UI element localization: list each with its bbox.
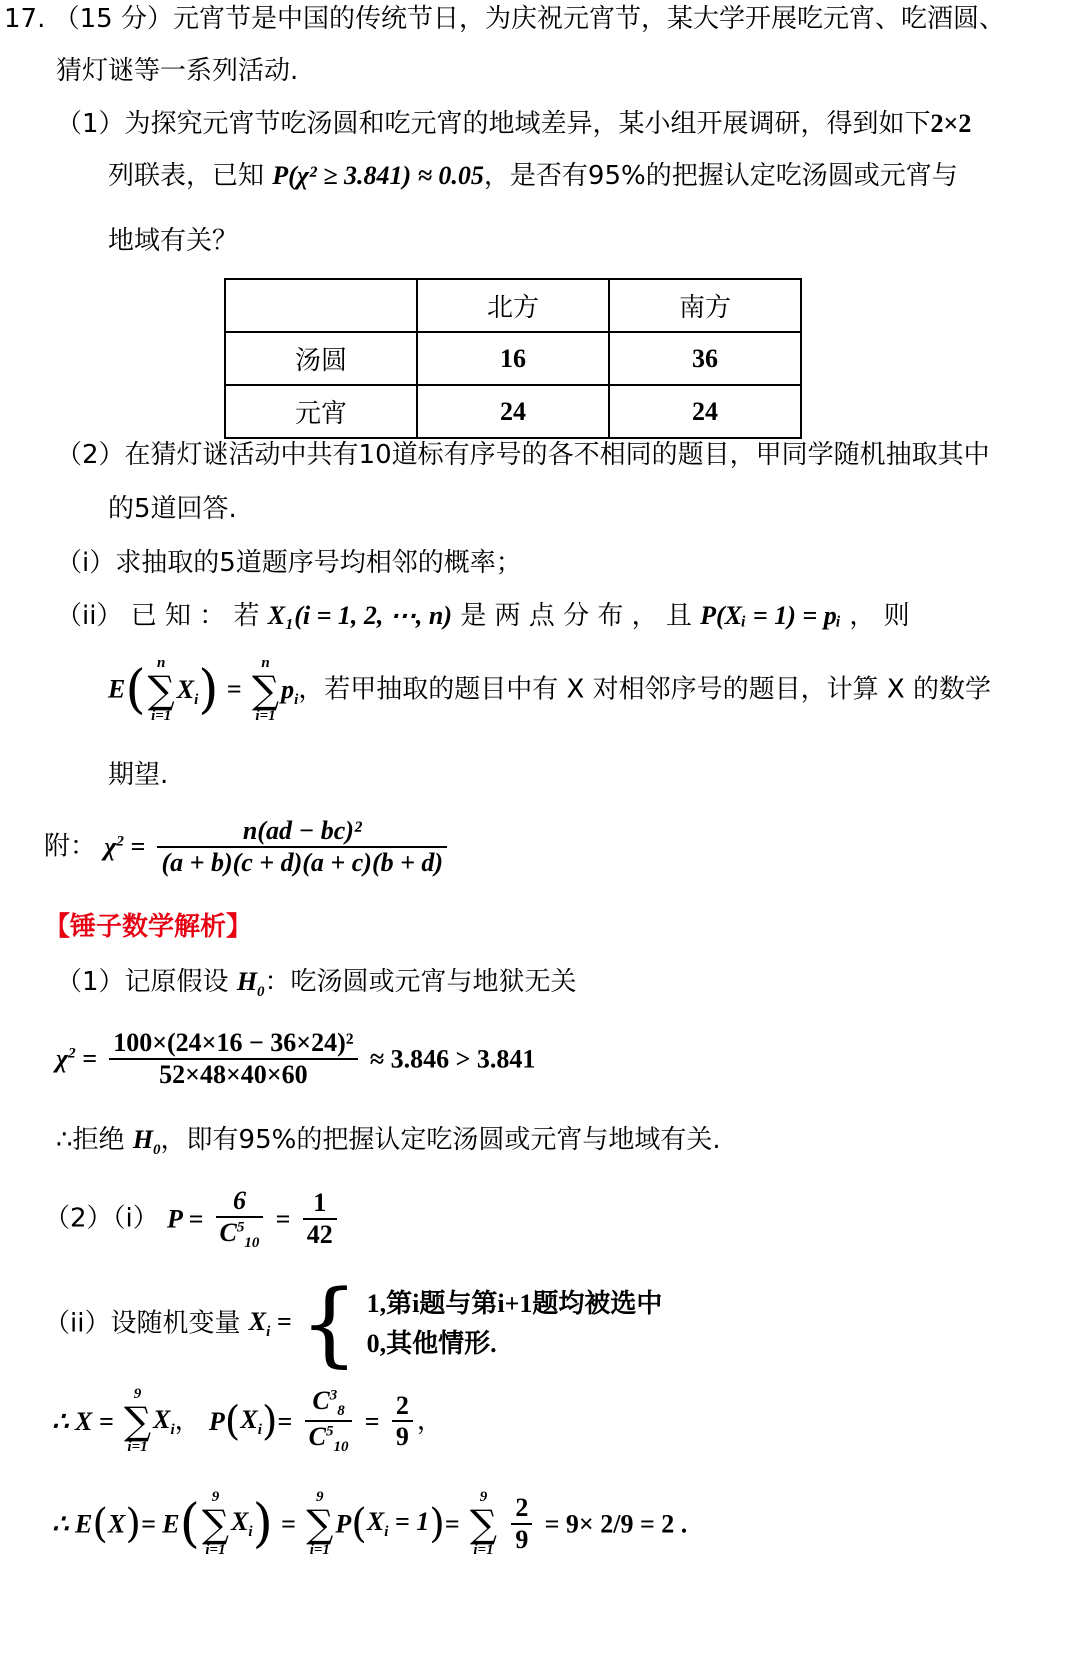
- expectation-result: ∴ E(X)= E( 9 ∑ i=1 $X_i$) = 9 ∑ i=1 $P(X_i = 1)=$ 9 ∑ i=1 $\frac{2}{9}$ = 9× 2/9 = 2 .: [52, 1489, 688, 1558]
- chi-square-probability: P(χ² ≥ 3.841) ≈ 0.05: [272, 161, 484, 190]
- cell-yuanxiao-south: 24: [609, 385, 801, 438]
- contingency-table: [224, 278, 802, 439]
- part1-line1: [56, 108, 971, 140]
- part2-ii-post: ， 则: [849, 601, 910, 631]
- cell-tangyuan-north: 16: [417, 332, 609, 385]
- s2-label: （2）（i）: [44, 1203, 159, 1234]
- problem-intro-line1: （15 分）元宵节是中国的传统节日，为庆祝元宵节，某大学开展吃元宵、吃酒圆、: [53, 4, 1005, 34]
- table-row: [225, 385, 801, 438]
- chi-square-formula: [157, 816, 447, 878]
- solution-2-i: （2）（i） P = $\frac{6}{C^5_{10}}$ = $\frac{1}{42}$: [44, 1186, 341, 1252]
- part2-i: （i）求抽取的5道题序号均相邻的概率；: [56, 548, 522, 578]
- part1-table-size: 2×2: [930, 109, 972, 138]
- chi-square-fraction: [109, 1028, 357, 1090]
- probability-two-ninths: [392, 1391, 413, 1453]
- two-point-distribution-def: X₁(i = 1, 2, ⋯, n): [267, 601, 453, 630]
- part1-line2-pre: 列联表，已知: [108, 161, 265, 191]
- combination-ratio: $\frac{C^3_8}{C^5_{10}}$: [305, 1386, 353, 1457]
- probability-fraction: $\frac{6}{C^5_{10}}$: [216, 1186, 264, 1252]
- solution-1-hypothesis: （1）记原假设 $H_0$：吃汤圆或元宵与地狱无关: [56, 967, 577, 1001]
- case-2: 0,其他情形.: [366, 1329, 497, 1358]
- expectation-formula-line: E( n ∑ i=1 $X_i$) = n ∑ i=1 $p_i$，若甲抽取的题目中有 X 对相邻序号的题目，计算 X 的数学: [108, 655, 991, 724]
- solution-heading: 【锤子数学解析】: [44, 912, 253, 942]
- prob-result-num: 2: [392, 1391, 413, 1423]
- part2-ii-line2-text: ，若甲抽取的题目中有 X 对相邻序号的题目，计算 X 的数学: [298, 674, 991, 705]
- solution-2-ii-definition: （ii）设随机变量 $X_i$ = { 1,第i题与第i+1题均被选中 0,其他情形.: [44, 1270, 663, 1377]
- part2-line1: （2）在猜灯谜活动中共有10道标有序号的各不相同的题目，甲同学随机抽取其中: [56, 440, 990, 470]
- part2-ii-mid: 是 两 点 分 布 ， 且: [460, 601, 692, 631]
- appendix-denominator: (a + b)(c + d)(a + c)(b + d): [161, 847, 444, 877]
- part2-line2: 的5道回答.: [108, 494, 237, 524]
- cell-tangyuan-south: 36: [609, 332, 801, 385]
- row-label-yuanxiao: 元宵: [225, 385, 417, 438]
- prob-result-den: 9: [395, 1422, 409, 1452]
- probability-result: [303, 1188, 337, 1250]
- part1-line1-text: （1）为探究元宵节吃汤圆和吃元宵的地域差异，某小组开展调研，得到如下: [56, 109, 931, 139]
- problem-header: [4, 4, 1005, 35]
- appendix-numerator: n(ad − bc)²: [157, 816, 447, 848]
- problem-intro-line2: 猜灯谜等一系列活动.: [56, 56, 299, 86]
- s2ii-label: （ii）设随机变量: [44, 1308, 241, 1339]
- probability-pi: P(Xᵢ = 1) = pᵢ: [700, 601, 842, 630]
- part2-ii-line1: [56, 600, 910, 632]
- s2-result-den: 42: [306, 1220, 333, 1250]
- appendix-label: 附：: [44, 831, 97, 862]
- chi-result: ≈ 3.846 > 3.841: [369, 1044, 536, 1074]
- solution-1-conclusion: ∴拒绝 $H_0$，即有95%的把握认定吃汤圆或元宵与地域有关.: [56, 1125, 721, 1159]
- conclusion-pre: ∴拒绝: [56, 1125, 125, 1155]
- table-corner: [225, 279, 417, 332]
- part1-line2: [108, 160, 958, 192]
- chi-numerator: 100×(24×16 − 36×24)²: [109, 1028, 357, 1060]
- case-1: 1,第i题与第i+1题均被选中: [366, 1288, 663, 1318]
- appendix-formula: 附： $\chi^2$ = $\frac{\text{n(ad − bc)²}}{(a + b)(c + d)(a + c)(b + d)}$: [44, 816, 451, 878]
- cell-yuanxiao-north: 24: [417, 385, 609, 438]
- sum-and-probability: ∴ X = 9 ∑ i=1 $X_i$， $P(X_i)=$ $\frac{C^3_8}{C^5_{10}}$ = $\frac{2}{9}$ ，: [52, 1386, 443, 1456]
- part2-ii-pre: （ii） 已 知 ： 若: [56, 601, 260, 631]
- header-south: 南方: [609, 279, 801, 332]
- table-header-row: [225, 279, 801, 332]
- row-label-tangyuan: 汤圆: [225, 332, 417, 385]
- part1-line2-post: ，是否有95%的把握认定吃汤圆或元宵与: [483, 161, 958, 191]
- problem-number: 17.: [4, 4, 46, 34]
- s2-numerator: 6: [216, 1186, 264, 1218]
- indicator-cases: [367, 1284, 663, 1365]
- table-row: [225, 332, 801, 385]
- part2-ii-line3: 期望.: [108, 760, 169, 790]
- conclusion-post: ，即有95%的把握认定吃汤圆或元宵与地域有关.: [160, 1125, 721, 1155]
- part1-line3: 地域有关？: [108, 226, 239, 256]
- final-result: = 9× 2/9 = 2 .: [544, 1509, 688, 1539]
- header-north: 北方: [417, 279, 609, 332]
- s2-result-num: 1: [303, 1188, 337, 1220]
- s1-text: ：吃汤圆或元宵与地狱无关: [264, 967, 577, 997]
- chi-square-computation: $\chi^2$ = $\frac{\text{100×(24×16 − 36×24)²}}{52\times 48\times 40\times 60}$ ≈ 3.846 > 3.841: [56, 1028, 536, 1089]
- s1-label: （1）记原假设: [56, 967, 229, 997]
- chi-denominator: 52×48×40×60: [159, 1059, 308, 1089]
